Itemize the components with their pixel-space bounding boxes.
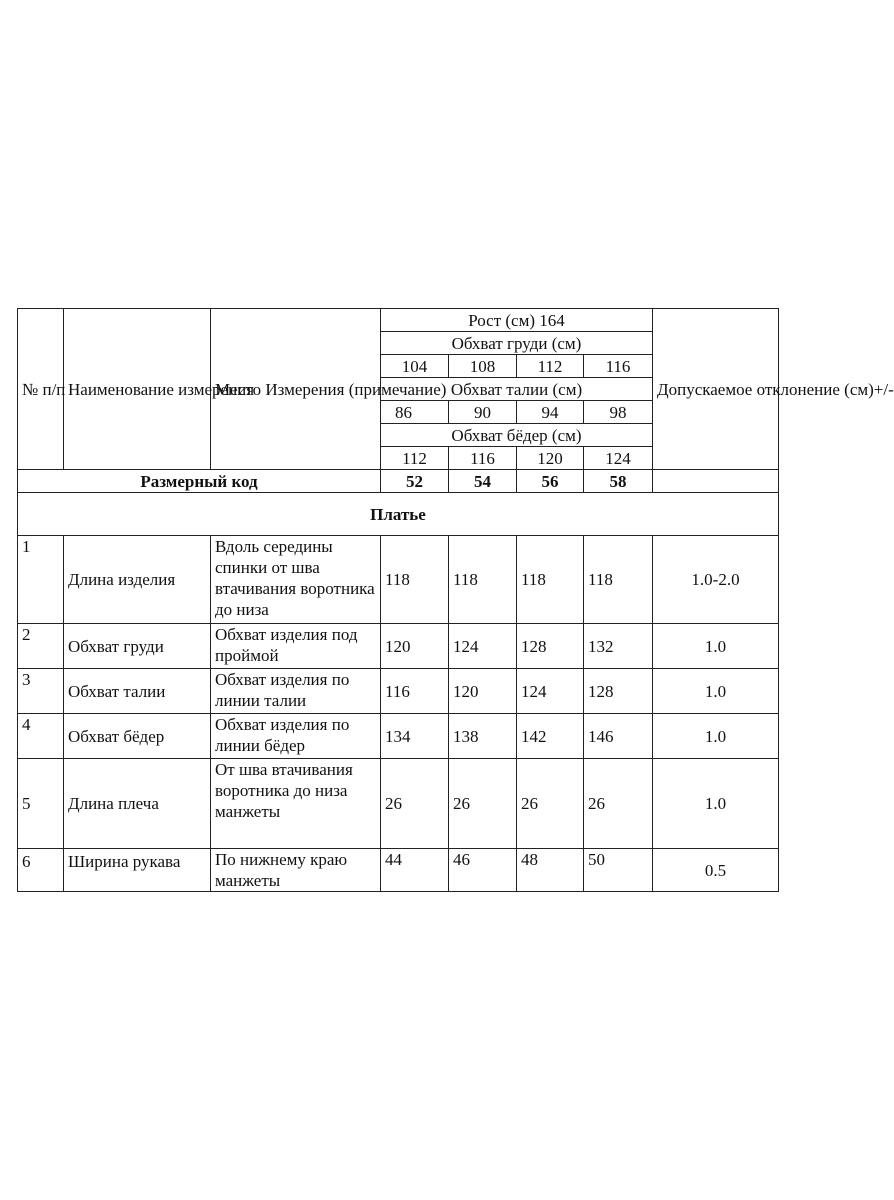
chest-value: 112 — [517, 355, 584, 378]
size-code-row — [18, 470, 779, 493]
waist-value: 98 — [584, 401, 653, 424]
size-code-empty — [653, 470, 779, 493]
hips-header: Обхват бёдер (см) — [381, 424, 653, 447]
hips-value: 124 — [584, 447, 653, 470]
row-number: 6 — [18, 849, 64, 892]
col-header-tolerance: Допускаемое отклонение (см)+/- — [653, 309, 779, 470]
size-code-label: Размерный код — [18, 470, 381, 493]
row-value: 46 — [449, 849, 517, 892]
row-number: 5 — [18, 759, 64, 849]
row-name: Обхват талии — [64, 669, 211, 714]
height-header: Рост (см) 164 — [381, 309, 653, 332]
row-value: 146 — [584, 714, 653, 759]
row-value: 128 — [517, 624, 584, 669]
row-value: 142 — [517, 714, 584, 759]
row-value: 26 — [381, 759, 449, 849]
row-place: Обхват изделия по линии бёдер — [211, 714, 381, 759]
row-value: 128 — [584, 669, 653, 714]
col-header-name: Наименование измерения — [64, 309, 211, 470]
row-name: Обхват груди — [64, 624, 211, 669]
row-value: 138 — [449, 714, 517, 759]
row-value: 132 — [584, 624, 653, 669]
row-tolerance: 1.0 — [653, 624, 779, 669]
row-place: Обхват изделия по линии талии — [211, 669, 381, 714]
col-header-place: Место Измерения (примечание) — [211, 309, 381, 470]
size-code-value: 58 — [584, 470, 653, 493]
size-code-value: 52 — [381, 470, 449, 493]
size-code-value: 56 — [517, 470, 584, 493]
row-value: 26 — [584, 759, 653, 849]
row-tolerance: 1.0 — [653, 714, 779, 759]
row-value: 50 — [584, 849, 653, 892]
row-tolerance: 1.0 — [653, 669, 779, 714]
row-value: 44 — [381, 849, 449, 892]
row-value: 48 — [517, 849, 584, 892]
row-tolerance: 1.0-2.0 — [653, 536, 779, 624]
row-value: 124 — [517, 669, 584, 714]
table-row — [18, 624, 779, 669]
row-number: 2 — [18, 624, 64, 669]
row-value: 118 — [584, 536, 653, 624]
row-name: Длина изделия — [64, 536, 211, 624]
table-row — [18, 669, 779, 714]
section-title: Платье — [18, 493, 779, 536]
size-code-value: 54 — [449, 470, 517, 493]
row-value: 134 — [381, 714, 449, 759]
waist-value: 86 — [381, 401, 449, 424]
waist-header: Обхват талии (см) — [381, 378, 653, 401]
row-value: 120 — [449, 669, 517, 714]
row-place: Обхват изделия под проймой — [211, 624, 381, 669]
row-number: 4 — [18, 714, 64, 759]
row-number: 3 — [18, 669, 64, 714]
chest-value: 104 — [381, 355, 449, 378]
chest-value: 116 — [584, 355, 653, 378]
row-value: 118 — [381, 536, 449, 624]
row-name: Длина плеча — [64, 759, 211, 849]
waist-value: 94 — [517, 401, 584, 424]
row-place: По нижнему краю манжеты — [211, 849, 381, 892]
row-value: 26 — [449, 759, 517, 849]
row-place: Вдоль середины спинки от шва втачивания воротника до низа — [211, 536, 381, 624]
chest-value: 108 — [449, 355, 517, 378]
row-place: От шва втачивания воротника до низа манжеты — [211, 759, 381, 849]
row-value: 116 — [381, 669, 449, 714]
row-name: Обхват бёдер — [64, 714, 211, 759]
row-value: 26 — [517, 759, 584, 849]
row-number: 1 — [18, 536, 64, 624]
row-value: 118 — [449, 536, 517, 624]
hips-value: 112 — [381, 447, 449, 470]
row-tolerance: 0.5 — [653, 849, 779, 892]
hips-value: 120 — [517, 447, 584, 470]
table-row — [18, 759, 779, 849]
table-row — [18, 536, 779, 624]
row-name: Ширина рукава — [64, 849, 211, 892]
table-row — [18, 714, 779, 759]
table-row — [18, 849, 779, 892]
size-chart-sheet — [17, 308, 894, 890]
col-header-num: № п/п — [18, 309, 64, 470]
hips-value: 116 — [449, 447, 517, 470]
header-row-height — [18, 309, 779, 332]
size-chart-table — [17, 308, 894, 892]
waist-value: 90 — [449, 401, 517, 424]
section-row — [18, 493, 779, 536]
row-value: 118 — [517, 536, 584, 624]
row-tolerance: 1.0 — [653, 759, 779, 849]
chest-header: Обхват груди (см) — [381, 332, 653, 355]
row-value: 120 — [381, 624, 449, 669]
row-value: 124 — [449, 624, 517, 669]
